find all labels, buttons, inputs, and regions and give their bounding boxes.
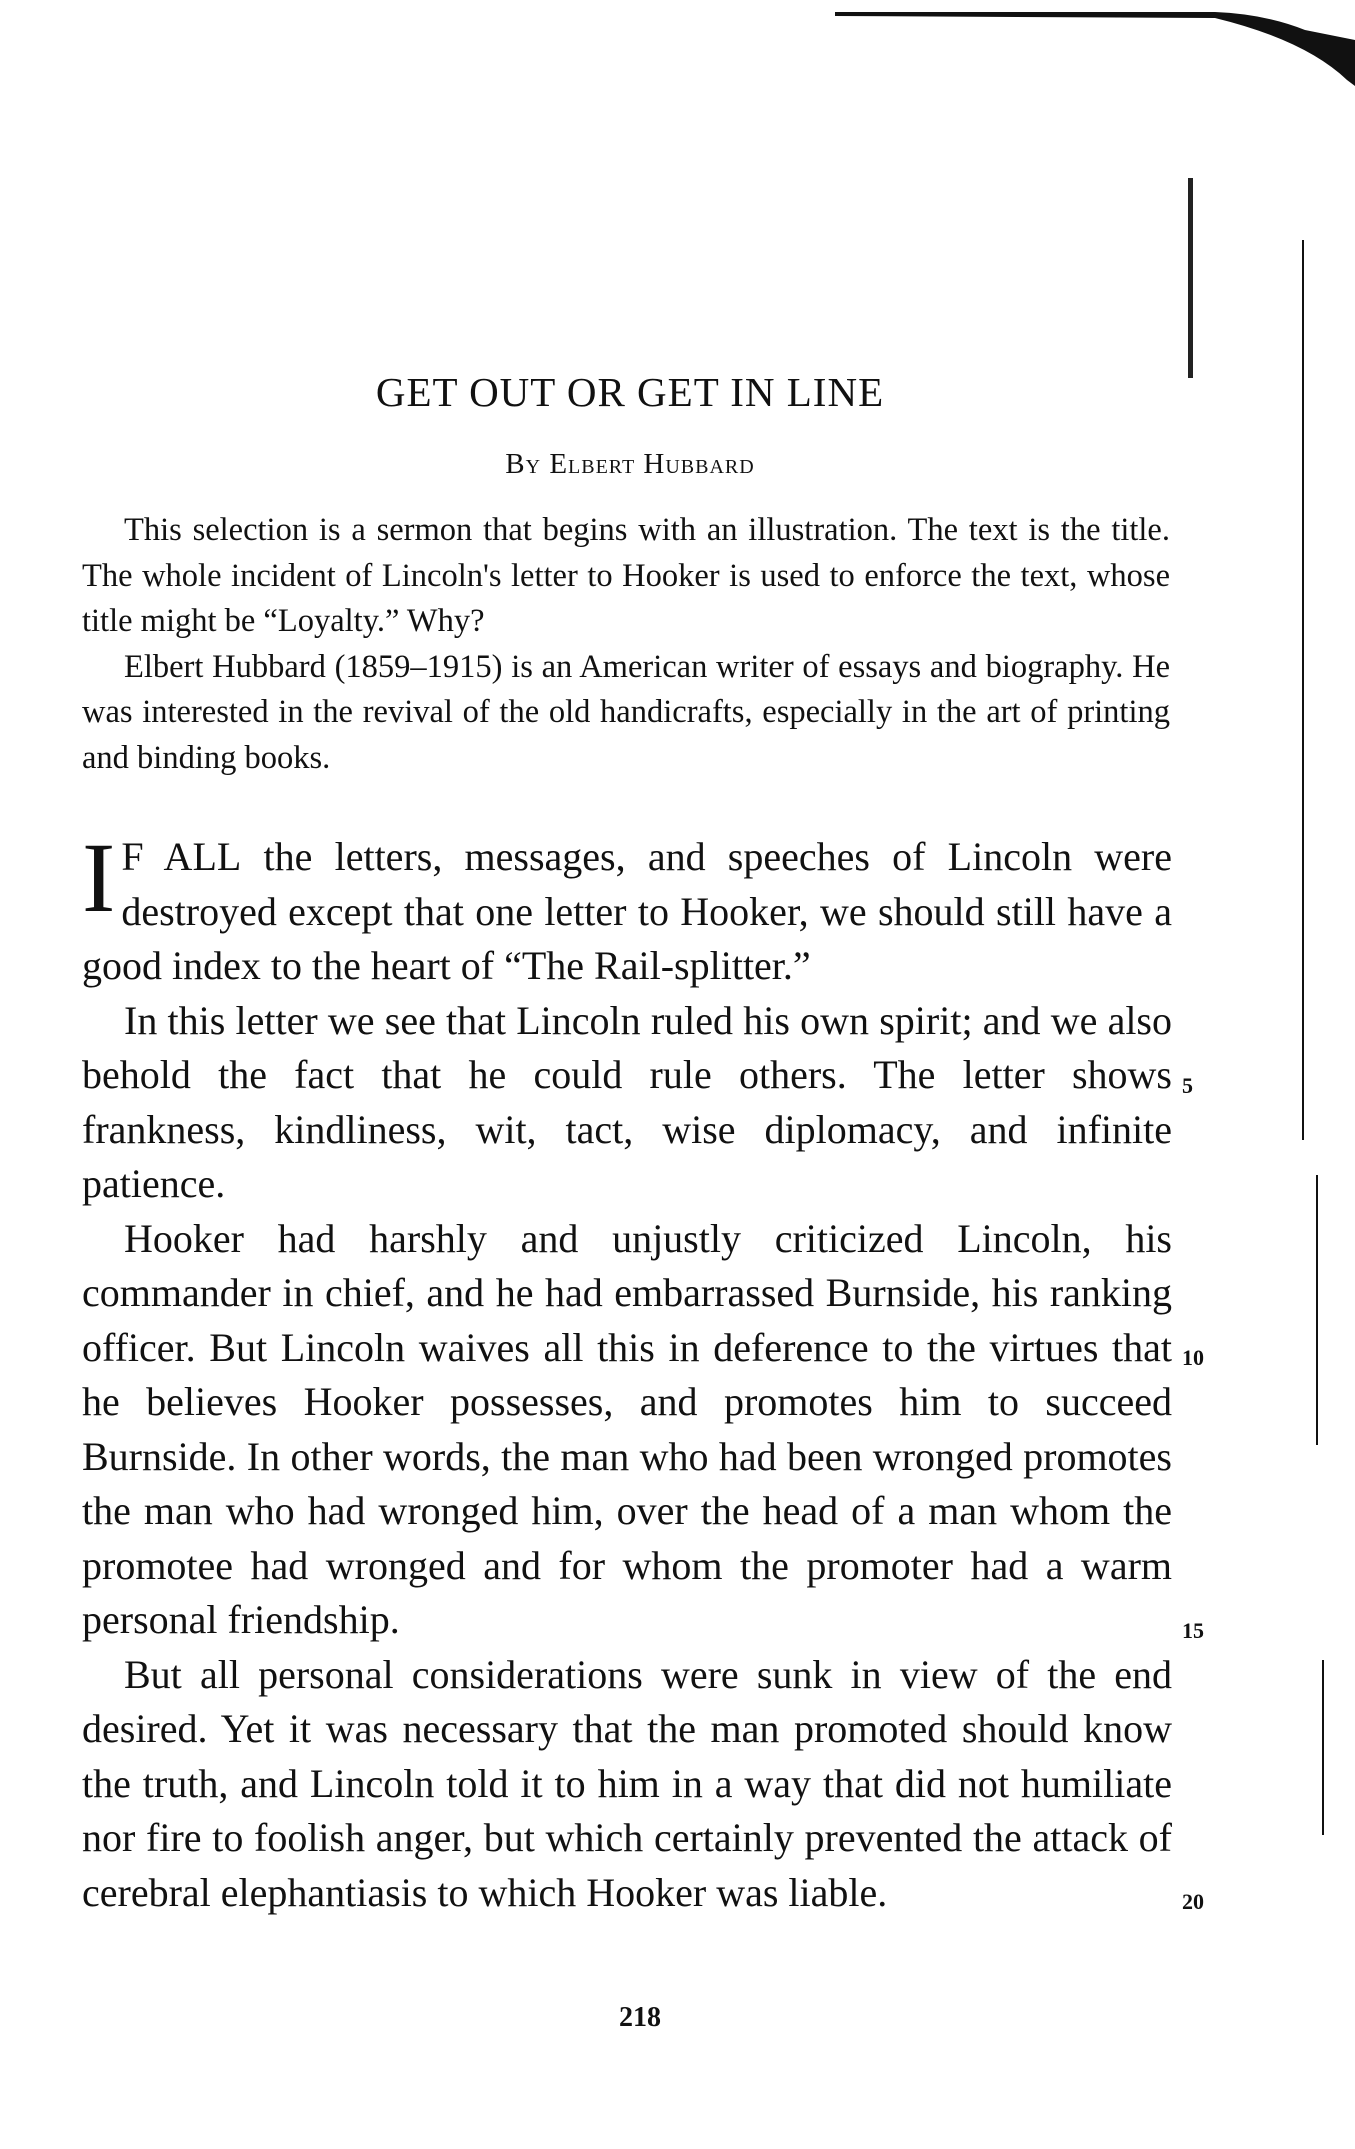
drop-cap: I: [82, 822, 116, 933]
essay-body: [82, 822, 1172, 1920]
line-number: 5: [1182, 1073, 1193, 1098]
paragraph-text: the letters, messages, and speeches of Lincoln were destroyed except that one letter to Hooker, we should still have a good index to the heart of “The Rail-splitter.”: [82, 834, 1172, 988]
margin-bleed-mark: [1188, 178, 1193, 378]
line-number: 10: [1182, 1345, 1204, 1370]
essay-paragraph: [82, 822, 1172, 994]
scan-edge-artifact: [835, 0, 1355, 90]
margin-rule: [1302, 240, 1304, 1140]
intro-note: [82, 508, 1170, 781]
essay-paragraph: In this letter we see that Lincoln ruled his own spirit; and we also behold the fact that he could rule others. The letter shows frankness, kindliness, wit, tact, wise diplomacy, and infinite patience.: [82, 997, 1172, 1206]
page-number: 218: [619, 2002, 661, 2033]
margin-rule: [1322, 1660, 1324, 1835]
selection-title: GET OUT OR GET IN LINE: [375, 369, 885, 415]
margin-rule: [1316, 1175, 1318, 1445]
intro-paragraph: Elbert Hubbard (1859–1915) is an American writer of essays and biography. He was interested in the revival of the old handicrafts, especially in the art of printing and binding books.: [82, 648, 1170, 776]
line-number: 20: [1182, 1889, 1204, 1914]
essay-paragraph: But all personal considerations were sunk in view of the end desired. Yet it was necessary that the man promoted should know the truth, and Lincoln told it to him in a way that did not humiliate nor fire to foolish anger, but which certainly prevented the attack of cerebral elephantiasis to which Hooker was liable.: [82, 1651, 1172, 1915]
essay-paragraph: Hooker had harshly and unjustly criticized Lincoln, his commander in chief, and he had embarrassed Burnside, his ranking officer. But Lincoln waives all this in deference to the virtues that he believes Hooker possesses, and promotes him to succeed Burnside. In other words, the man who had been wronged promotes the man who had wronged him, over the head of a man whom the promotee had wronged and for whom the promoter had a warm personal friendship.: [82, 1215, 1172, 1642]
author-byline: By Elbert Hubbard: [505, 448, 755, 480]
intro-paragraph: This selection is a sermon that begins with an illustration. The text is the title. The whole incident of Lincoln's letter to Hooker is used to enforce the text, whose title might be “Loyalty.” Why?: [82, 512, 1170, 639]
lead-words: F ALL: [121, 834, 242, 879]
line-number: 15: [1182, 1618, 1204, 1643]
